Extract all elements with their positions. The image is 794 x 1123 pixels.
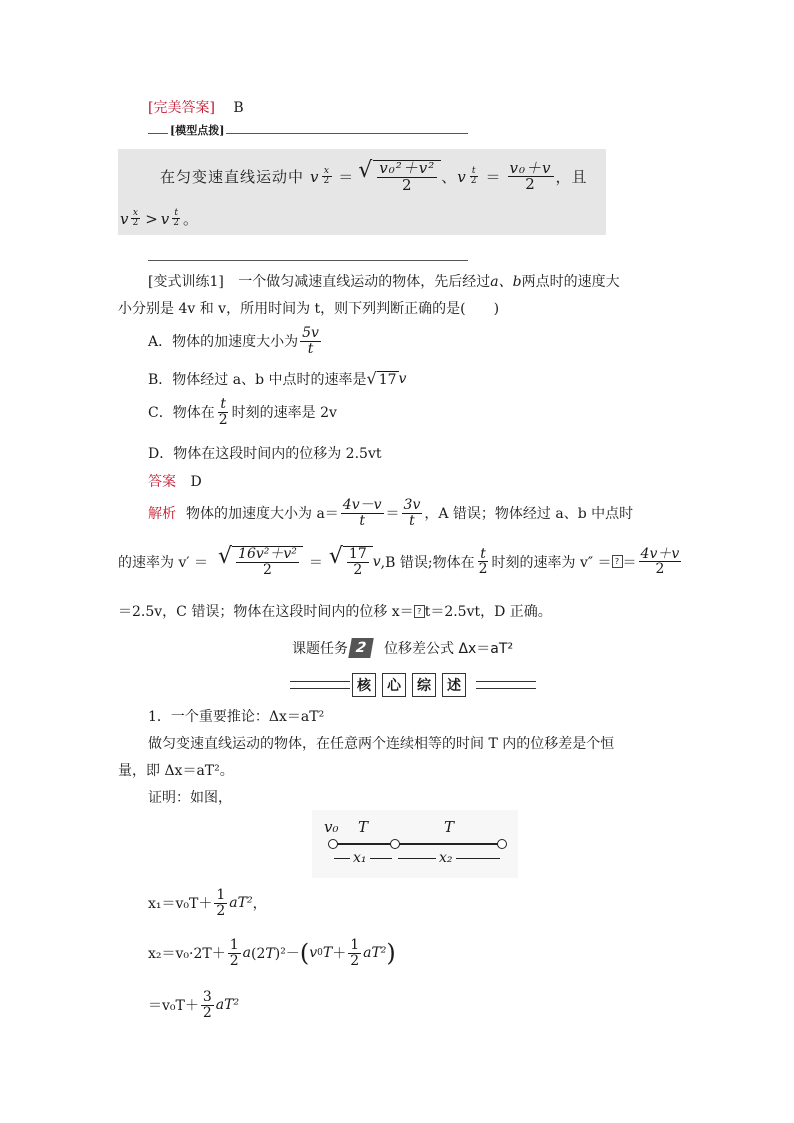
answer-value: D xyxy=(190,474,202,490)
diagram-x1: x₁ xyxy=(350,850,370,866)
diagram-line xyxy=(332,843,502,845)
task-label: 课题任务 xyxy=(292,641,348,657)
analysis-text1: 物体的加速度大小为 a＝ xyxy=(186,506,339,523)
proof-label: 证明：如图， xyxy=(148,790,232,806)
banner-rule-left xyxy=(290,681,350,689)
analysis-text1b: ，A 错误；物体经过 a、b 中点时 xyxy=(424,506,634,523)
model-tip-inequality: v $\frac{x}{2}$ > v $\frac{t}{2}$ 。 xyxy=(120,207,199,228)
analysis-line2: 的速率为 v′ ＝ √ $\frac{\text{16v²＋v²}}{2}$ ＝ √ $\frac{17}{2}$ v ,B 错误;物体在 $\frac{t}{2}$ 时刻的速率为 v″ ＝ ? ＝ $\frac{4v+v}{2}$ xyxy=(118,544,680,578)
perfect-answer-line xyxy=(148,97,244,117)
analysis-label: 解析 xyxy=(148,506,176,523)
equation-x1-text: x₁＝v₀T＋ xyxy=(148,896,213,913)
equation-x1: x₁＝v₀T＋ $\frac{1}{2}$ aT² ， xyxy=(148,887,267,919)
task-title: 位移差公式 Δx＝aT² xyxy=(384,641,514,657)
analysis-line1: 解析 物体的加速度大小为 a＝ $\frac{4v-v}{t}$ ＝ $\frac{3v}{t}$ ，A 错误；物体经过 a、b 中点时 xyxy=(148,497,634,529)
placeholder-box-icon: ? xyxy=(414,605,425,618)
exercise-stem-line1 xyxy=(148,271,620,291)
point-start-icon xyxy=(328,839,338,849)
diagram-t1: T xyxy=(358,818,369,836)
analysis-text2c: 时刻的速率为 v″ ＝ xyxy=(491,554,612,571)
option-c: C．物体在 $\frac{t}{2}$ 时刻的速率是 2v xyxy=(148,396,337,428)
point-end-icon xyxy=(497,839,507,849)
tip-bottom-rule xyxy=(148,260,468,261)
model-tip-and: 且 xyxy=(571,168,588,187)
perfect-answer-label: [完美答案] xyxy=(148,100,215,116)
model-tip-formula-line: 在匀变速直线运动中 v $\frac{x}{2}$ ＝ √ $\frac{\text{v₀²＋v²}}{2}$ 、 v $\frac{t}{2}$ ＝ $\frac{\text{v₀＋v}}{2}$ ， 且 xyxy=(160,158,588,194)
analysis-text3b: t＝2.5vt，D 正确。 xyxy=(424,604,552,620)
banner-char-4: 述 xyxy=(442,673,466,697)
section-heading xyxy=(292,638,513,658)
displacement-diagram xyxy=(312,810,518,878)
option-b-text: B．物体经过 a、b 中点时的速率是 xyxy=(148,372,367,388)
exercise-stem-text1: 一个做匀减速直线运动的物体，先后经过 xyxy=(238,274,491,290)
answer-label: 答案 xyxy=(148,474,176,490)
analysis-text2a: 的速率为 v′ ＝ xyxy=(118,554,208,571)
banner-char-3: 综 xyxy=(412,673,436,697)
para1-line2: 量，即 Δx＝aT²。 xyxy=(118,763,234,779)
analysis-text2b: ,B 错误;物体在 xyxy=(380,554,475,571)
model-tip-period: 。 xyxy=(183,210,199,228)
exercise-answer xyxy=(148,471,202,491)
option-c-pre: C．物体在 xyxy=(148,405,215,422)
option-a: A．物体的加速度大小为 $\frac{5v}{t}$ xyxy=(148,325,319,357)
diagram-v0: v₀ xyxy=(324,818,339,836)
banner-rule-right xyxy=(476,681,536,689)
task-number-badge: 2 xyxy=(348,638,374,658)
option-b: B．物体经过 a、b 中点时的速率是 √ 17 v xyxy=(148,368,407,388)
perfect-answer-value: B xyxy=(233,100,244,116)
banner-char-2: 心 xyxy=(382,673,406,697)
option-c-post: 时刻的速率是 2v xyxy=(231,405,337,422)
exercise-stem-text1-end: 两点时的速度大 xyxy=(521,274,620,290)
option-d: D．物体在这段时间内的位移为 2.5vt xyxy=(148,446,382,462)
equation-x2-result-text: ＝v₀T＋ xyxy=(148,998,199,1015)
placeholder-box-icon: ? xyxy=(612,555,623,568)
model-tip-label: [模型点拨] xyxy=(170,124,225,137)
analysis-text3a: ＝2.5v，C 错误；物体在这段时间内的位移 x＝ xyxy=(118,604,414,620)
analysis-line3 xyxy=(118,601,552,621)
exercise-label: [变式训练1] xyxy=(148,274,224,290)
exercise-stem-line2: 小分别是 4v 和 v，所用时间为 t，则下列判断正确的是( ) xyxy=(118,301,500,317)
banner-char-1: 核 xyxy=(352,673,376,697)
equation-x2: x₂＝v₀·2T＋ $\frac{1}{2}$ a (2T)²－ ( v 0 T ＋ $\frac{1}{2}$ aT² ) xyxy=(148,937,396,969)
diagram-x2: x₂ xyxy=(436,850,456,866)
core-summary-banner xyxy=(352,673,466,697)
option-a-text: A．物体的加速度大小为 xyxy=(148,334,299,351)
equation-x2-result: ＝v₀T＋ $\frac{3}{2}$ aT² xyxy=(148,989,240,1021)
item-1-heading: 1．一个重要推论：Δx＝aT² xyxy=(148,709,325,725)
equation-x2-text: x₂＝v₀·2T＋ xyxy=(148,946,226,963)
model-tip-lead: 在匀变速直线运动中 xyxy=(160,168,305,187)
diagram-t2: T xyxy=(444,818,455,836)
point-mid-icon xyxy=(390,839,400,849)
exercise-stem-ab: a、b xyxy=(490,274,522,290)
para1-line1: 做匀变速直线运动的物体，在任意两个连续相等的时间 T 内的位移差是个恒 xyxy=(148,736,615,752)
